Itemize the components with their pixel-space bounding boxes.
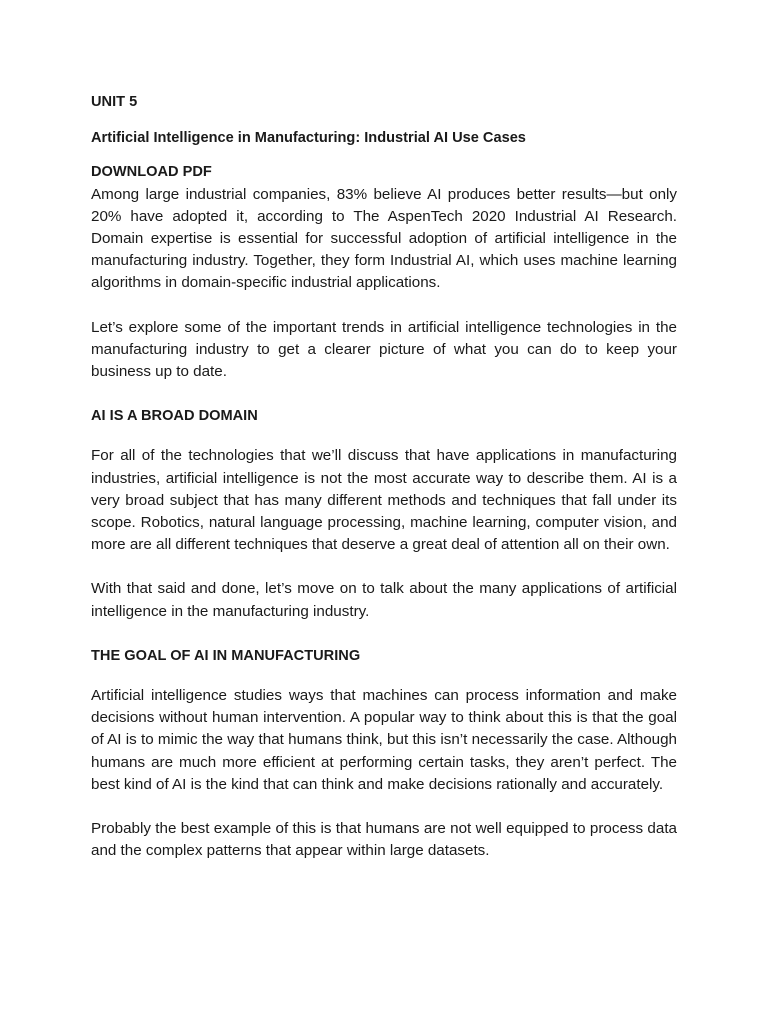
download-pdf-link[interactable]: DOWNLOAD PDF [91, 164, 212, 181]
broad-domain-paragraph-1: For all of the technologies that we’ll discuss that have applications in manufacturing industries, artificial intelligence is not the most accurate way to describe them. AI is a very broad subject that has many different methods and techniques that fall under its scope. Robotics, natural language processing, machine learning, computer vision, and more are all different techniques that deserve a great deal of attention all on their own. [91, 447, 677, 554]
section-heading-broad-domain: AI IS A BROAD DOMAIN [91, 408, 258, 425]
broad-domain-paragraph-2: With that said and done, let’s move on to talk about the many applications of artificial intelligence in the manufacturing industry. [91, 580, 677, 620]
document-page [91, 91, 677, 884]
document-title: Artificial Intelligence in Manufacturing: Industrial AI Use Cases [91, 130, 526, 147]
unit-label: UNIT 5 [91, 94, 138, 110]
section-heading-goal: THE GOAL OF AI IN MANUFACTURING [91, 647, 361, 664]
intro-paragraph-1: Among large industrial companies, 83% believe AI produces better results—but only 20% have adopted it, according to The AspenTech 2020 Industrial AI Research. Domain expertise is essential for successful adoption of artificial intelligence in the manufacturing industry. Together, they form Industrial AI, which uses machine learning algorithms in domain-specific industrial applications. [91, 185, 677, 292]
goal-paragraph-2: Probably the best example of this is that humans are not well equipped to process data and the complex patterns that appear within large datasets. [91, 820, 677, 860]
goal-paragraph-1: Artificial intelligence studies ways that machines can process information and make decisions without human intervention. A popular way to think about this is that the goal of AI is to mimic the way that humans think, but this isn’t necessarily the case. Although humans are much more efficient at performing certain tasks, they aren’t perfect. The best kind of AI is the kind that can think and make decisions rationally and accurately. [91, 687, 677, 793]
intro-paragraph-2: Let’s explore some of the important trends in artificial intelligence technologies in the manufacturing industry to get a clearer picture of what you can do to keep your business up to date. [91, 318, 677, 381]
